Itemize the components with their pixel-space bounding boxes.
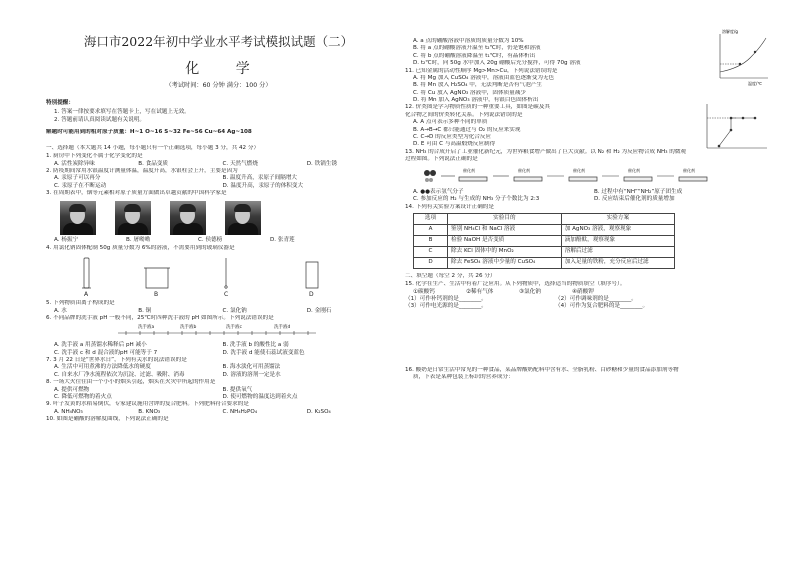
option[interactable]: D. 反应结束后催化剂的质量增加 — [594, 196, 675, 203]
question-1: 1. 厨房中下列变化不属于化学变化的是 — [46, 153, 143, 160]
table-cell: 加入足量的铁粉，充分反应后过滤 — [561, 257, 674, 268]
table-header: 实验方案 — [561, 213, 674, 224]
option[interactable]: A. 水 — [54, 307, 67, 314]
option[interactable]: B. 洗手液 b 的酸性比 a 弱 — [222, 342, 289, 349]
question-10: 10. 如图是硼酸的溶解度曲线，下列说法正确的是 — [46, 416, 169, 423]
option[interactable]: B. KNO₃ — [138, 408, 161, 415]
figure-label: B — [154, 291, 159, 299]
figure-label: C — [224, 291, 229, 299]
options-q8 — [46, 387, 391, 394]
left-column — [46, 30, 391, 423]
catalyst-label: 催化剂 — [683, 168, 695, 174]
option[interactable]: D. 张青莲 — [270, 237, 295, 244]
question-12: 12. 价类图是学习物质性质的一种重要工具，如图是碳及其 — [405, 104, 550, 111]
option: ②稀有气体 — [466, 288, 494, 295]
options-q6 — [46, 350, 391, 357]
option[interactable]: B. 将 a 点的硼酸溶液升温至 t₂℃时，仍是饱和溶液 — [413, 45, 541, 52]
table-header: 实验目的 — [448, 213, 562, 224]
option[interactable]: A. A 点可表示多种不同的单质 — [413, 119, 488, 126]
option[interactable]: D. t₂℃时，向 50g 水中加入 20g 硼酸后充分搅拌，可得 70g 溶液 — [413, 60, 581, 67]
option[interactable]: A. NH₄NO₃ — [54, 408, 83, 415]
scale-label: 洗手液b — [180, 325, 197, 331]
ph-scale-drawing — [46, 322, 391, 342]
glassware-drawing — [46, 254, 391, 298]
scientist-photo — [60, 201, 96, 235]
option[interactable]: C. 将 Cu 放入 AgNO₃ 溶液中，固体质量减少 — [413, 89, 526, 96]
table-header: 选项 — [414, 213, 448, 224]
option[interactable]: A. 生活中可用煮沸的方法降低水的硬度 — [54, 364, 151, 371]
option[interactable]: B. A→B→C 都只能通过与 O₂ 的反应来实现 — [413, 126, 521, 133]
table-cell: C — [414, 246, 448, 257]
figure-label: D — [309, 291, 314, 299]
scale-label: 洗手液d — [274, 325, 291, 331]
options-q9 — [46, 409, 391, 416]
table-row[interactable] — [414, 224, 675, 235]
option[interactable]: A. 提供可燃物 — [54, 386, 90, 393]
table-row[interactable] — [414, 257, 675, 268]
question-6: 6. 不同品牌的洗手液 pH 一般不同，25℃时四种洗手液的 pH 如图所示。下列说法错误的是 — [46, 314, 274, 321]
options-q7 — [46, 364, 391, 371]
option: ①碳酸钙 — [413, 288, 435, 295]
option[interactable]: C. 将 b 点的硼酸溶液降温至 t₁℃时，有晶体析出 — [413, 52, 536, 59]
option[interactable]: D. K₂SO₄ — [306, 408, 331, 415]
option: ③氯化钠 — [519, 288, 541, 295]
option[interactable]: C. 天然气燃烧 — [222, 160, 258, 167]
scientist-photo — [170, 201, 206, 235]
ammonia-synthesis-figure — [419, 163, 719, 185]
option[interactable]: C. 氯化钠 — [222, 307, 247, 314]
atomic-masses: 解题时可能用到的相对原子质量：H~1 O~16 S~32 Fe~56 Cu~64 Ag~108 — [46, 129, 252, 136]
scientist-photo — [115, 201, 151, 235]
question-5: 5. 下列物质由离子构成的是 — [46, 300, 115, 307]
answer-blank[interactable]: （3）可作电光源的是________。 — [405, 303, 487, 310]
option[interactable]: A. 洗手液 a 用蒸馏水稀释后 pH 减小 — [54, 342, 147, 349]
table-cell: 滴加酚酞，观察现象 — [561, 235, 674, 246]
point-b — [754, 51, 756, 53]
glassware-figure — [46, 254, 391, 298]
question-15: 15. 化学在生产、生活中有着广泛应用。从下列物质中，选择适当的物质填空（填序号）。 — [405, 281, 626, 288]
option[interactable]: D. 温度升高，汞原子的体积变大 — [222, 182, 304, 189]
option[interactable]: D. 金刚石 — [306, 307, 332, 314]
option[interactable]: C. 洗手液 c 和 d 混合液的pH 可能等于 7 — [54, 349, 158, 356]
figure-label: A — [84, 291, 89, 299]
table-row[interactable] — [414, 235, 675, 246]
option[interactable]: B. 屠呦呦 — [126, 237, 151, 244]
scale-label: 洗手液a — [138, 325, 155, 331]
question-3: 3. 在周期表中，铟等元素相对原子质量方面做出卓越贡献的中国科学家是 — [46, 190, 227, 197]
answer-blank[interactable]: （2）可作调味剂的是________。 — [555, 296, 637, 302]
option[interactable]: D. 铁锅生锈 — [306, 160, 337, 167]
options-q13 — [405, 196, 775, 203]
option[interactable]: B. 提供氧气 — [222, 386, 253, 393]
option[interactable]: D. 将 Mn 加入 AgNO₃ 溶液中，有银白色固体析出 — [413, 97, 539, 103]
section-1-heading: 一、选择题（本大题共 14 小题，每小题只有一个正确选项，每小题 3 分，共 42 分） — [46, 144, 260, 151]
option[interactable]: B. 食品变质 — [138, 160, 169, 167]
chart-xlabel: 温度/℃ — [748, 81, 762, 86]
tip-item: 1. 答案一律按要求填写在答题卡上，写在试题上无效。 — [54, 108, 190, 115]
exam-meta: （考试时间：60 分钟 满分：100 分） — [165, 82, 272, 90]
question-16: 16. 酸奶是日常生活中常见的一种食品，某品牌酸奶配料中含有水、全脂乳粉、白砂糖和少量的食品添加剂等物 — [405, 366, 679, 373]
option[interactable]: D. 使可燃物的温度达到着火点 — [222, 393, 298, 400]
option[interactable]: B. 铜 — [138, 307, 152, 314]
section-2-heading: 二、填空题（每空 2 分，共 26 分） — [405, 272, 496, 279]
option[interactable]: C. 自来水厂净水流程依次为沉淀、过滤、吸附、消毒 — [54, 371, 185, 378]
option[interactable]: B. 将 Mn 放入 H₂SO₄ 中，无法判断是否有气泡产生 — [413, 82, 543, 89]
table-row[interactable] — [414, 246, 675, 257]
option[interactable]: A. 活性炭除异味 — [54, 160, 95, 167]
page-title: 海口市2022年初中学业水平考试模拟试题（二） — [83, 34, 354, 49]
question-4: 4. 用氯化钠固体配制 50g 质量分数为 6%的溶液，不需要用到的玻璃仪器是 — [46, 244, 235, 251]
table-header-row — [414, 213, 675, 224]
question-8: 8. 一场大火往往由一个小小的烟头引起，烟头在火灾中所起的作用是 — [46, 379, 216, 386]
table-cell: 溶解后过滤 — [561, 246, 674, 257]
option[interactable]: A. 将 Mg 加入 CuSO₄ 溶液中，溶液由蓝色逐渐变为无色 — [413, 74, 555, 81]
options-q2 — [46, 183, 391, 190]
table-cell: B — [414, 235, 448, 246]
question-13-cont: 过程如图。下列说法正确的是 — [405, 156, 478, 162]
catalyst-label: 催化剂 — [573, 168, 585, 174]
table-cell: 除去 FeSO₄ 溶液中少量的 CuSO₄ — [448, 257, 562, 268]
option[interactable]: D. 溶液的溶剂一定是水 — [222, 371, 281, 378]
table-cell: 除去 KCl 固体中的 MnO₂ — [448, 246, 562, 257]
option[interactable]: D. 洗手液 d 能使石蕊试液变蓝色 — [222, 349, 305, 356]
option[interactable]: A. 汞原子可以再分 — [54, 175, 101, 182]
subject-title: 化 学 — [185, 60, 266, 77]
catalyst-label: 催化剂 — [628, 168, 640, 174]
question-13: 13. NH₃ 的合成开启了工业催化新纪元，为世界粮食增产做出了巨大贡献。以 N₂ 和 H₂ 为反应物合成 NH₃ 的微观 — [405, 148, 687, 155]
option: ④硝酸钾 — [572, 288, 594, 295]
option[interactable]: A. 杨振宁 — [54, 237, 79, 244]
scale-label: 洗手液c — [226, 325, 242, 331]
question-7: 7. 3 月 22 日是“世界水日”，下列有关水的说法错误的是 — [46, 357, 187, 364]
scientist-captions — [46, 237, 391, 244]
question-11: 11. 已知金属的活动性顺序 Mg>Mn>Cu，下列说法错误的是 — [405, 67, 558, 74]
option[interactable]: C. 降低可燃物的着火点 — [54, 393, 112, 400]
scientist-photos — [46, 201, 391, 235]
catalyst-label: 催化剂 — [463, 168, 475, 174]
table-cell: 鉴别 NH₄Cl 和 NaCl 溶液 — [448, 224, 562, 235]
option[interactable]: A. ●●表示氢气分子 — [413, 188, 464, 195]
catalyst-label: 催化剂 — [518, 168, 530, 174]
blanks-q15 — [405, 303, 705, 310]
tip-item: 2. 答题前请认真阅读试题有关说明。 — [54, 117, 146, 124]
option[interactable]: D. E 可由 C 与高温煅烧反应制得 — [413, 141, 496, 148]
right-column — [405, 29, 775, 382]
answer-blank[interactable]: （4）可作为复合肥料的是________。 — [555, 303, 649, 310]
option[interactable]: B. 温度升高，汞原子间隔增大 — [222, 175, 298, 182]
option[interactable]: A. a 点的硼酸溶液中溶质的质量分数为 10% — [413, 38, 524, 44]
option[interactable]: B. 过程中有“NH”“NH₂”原子团生成 — [594, 188, 683, 195]
question-14: 14. 下列有关实验方案设计正确的是 — [405, 203, 494, 210]
option[interactable]: C. 汞原子在不断运动 — [54, 182, 107, 189]
options-q2 — [46, 175, 391, 182]
option[interactable]: B. 海水淡化可用蒸馏法 — [222, 364, 281, 371]
valence-class-chart — [697, 100, 771, 158]
point-a — [739, 63, 741, 65]
option[interactable]: C. 侯德榜 — [198, 237, 223, 244]
question-16-cont: 质，下表是某种包装上标识的营养成分： — [413, 374, 514, 381]
question-2: 2. 防疫期间常用水银温度计测量体温，温度升高，水银柱会上升，主要是因为 — [46, 167, 238, 174]
options-q15 — [405, 289, 625, 296]
table-cell: 加 AgNO₃ 溶液，观察现象 — [561, 224, 674, 235]
tips-heading: 特别提醒： — [46, 100, 74, 107]
question-9: 9. 叶子发黄的水稻易倒伏，专家建议施用含钾的复合肥料。下列肥料符合要求的是 — [46, 401, 249, 408]
question-12-cont: 化合物之间的价类转化关系。下列说法错误的是 — [405, 111, 523, 118]
chart-ylabel: 溶解度/g — [722, 29, 738, 34]
experiment-table — [413, 213, 675, 269]
options-q6 — [46, 342, 391, 349]
option[interactable]: C. 参加反应的 H₂ 与生成的 NH₃ 分子个数比为 2:3 — [413, 196, 540, 203]
solubility-curve-figure — [710, 28, 772, 88]
option[interactable]: C. C→D 的反应类型为化合反应 — [413, 133, 492, 140]
ph-scale-figure — [46, 322, 391, 342]
answer-blank[interactable]: （1）可作补钙剂的是________。 — [405, 296, 487, 302]
scientist-photo — [225, 201, 261, 235]
table-cell: D — [414, 257, 448, 268]
option[interactable]: C. NH₄H₂PO₄ — [222, 408, 258, 415]
options-q5 — [46, 308, 391, 315]
options-q1 — [46, 161, 391, 168]
options-q8 — [46, 394, 391, 401]
options-q7 — [46, 372, 391, 379]
table-cell: 检验 NaOH 是否变质 — [448, 235, 562, 246]
table-cell: A — [414, 224, 448, 235]
